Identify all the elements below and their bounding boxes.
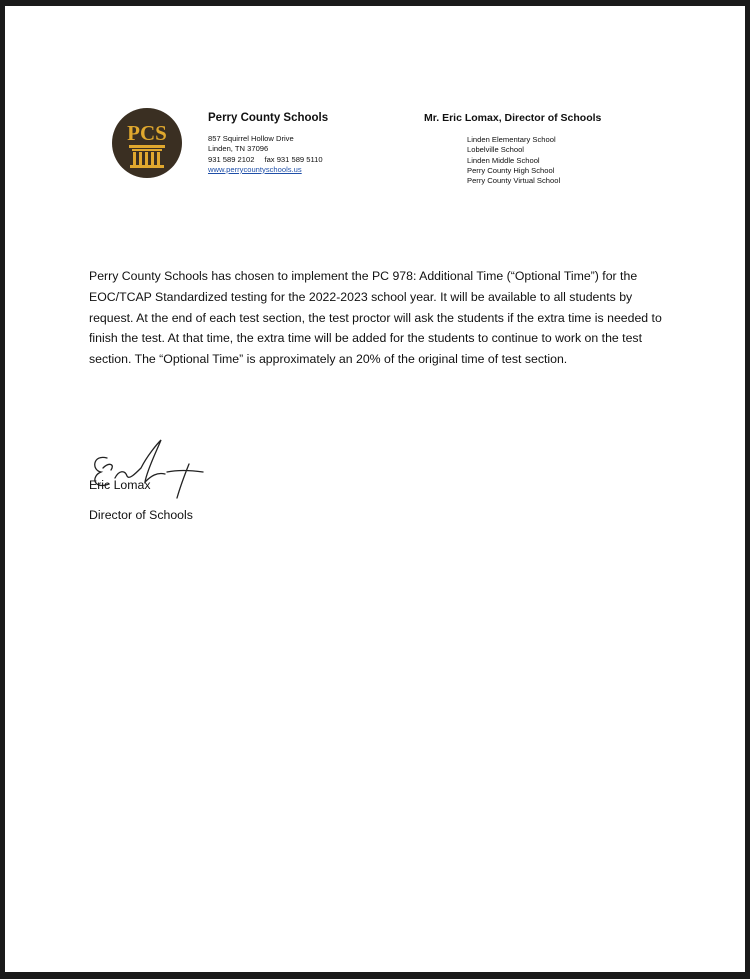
address-line-2: Linden, TN 37096 (208, 144, 269, 154)
website-link[interactable]: www.perrycountyschools.us (208, 164, 302, 174)
school-item: Perry County High School (467, 165, 555, 175)
phone-fax-line (208, 155, 328, 165)
fax-number: fax 931 589 5110 (264, 154, 323, 164)
director-block (424, 112, 601, 186)
signatory-title: Director of Schools (89, 508, 193, 522)
org-name: Perry County Schools (208, 112, 329, 124)
director-heading: Mr. Eric Lomax, Director of Schools (424, 112, 602, 124)
school-item: Linden Elementary School (467, 135, 556, 144)
letter-body-paragraph: Perry County Schools has chosen to implement the PC 978: Additional Time (“Optional Time”) for the EOC/TCAP Standardized testing for the 2022-2023 school year. It will be available to all students by request. At the end of each test section, the test proctor will ask the students if the extra time is needed to finish the test. At that time, the extra time will be added for the students to continue to work on the test section. The “Optional Time” is approximately an 20% of the original time of test section. (89, 269, 662, 367)
school-list (467, 135, 601, 186)
pcs-logo (112, 108, 182, 178)
svg-text:PCS: PCS (127, 121, 167, 145)
letter-page (5, 6, 745, 972)
signatory-name: Eric Lomax (89, 478, 151, 492)
address-line-1: 857 Squirrel Hollow Drive (208, 134, 294, 143)
school-item: Lobelville School (467, 145, 524, 155)
org-contact-block (208, 112, 328, 175)
phone-number: 931 589 2102 (208, 154, 255, 164)
handwritten-signature (85, 426, 215, 506)
school-item: Linden Middle School (467, 155, 540, 165)
school-item: Perry County Virtual School (467, 176, 561, 186)
